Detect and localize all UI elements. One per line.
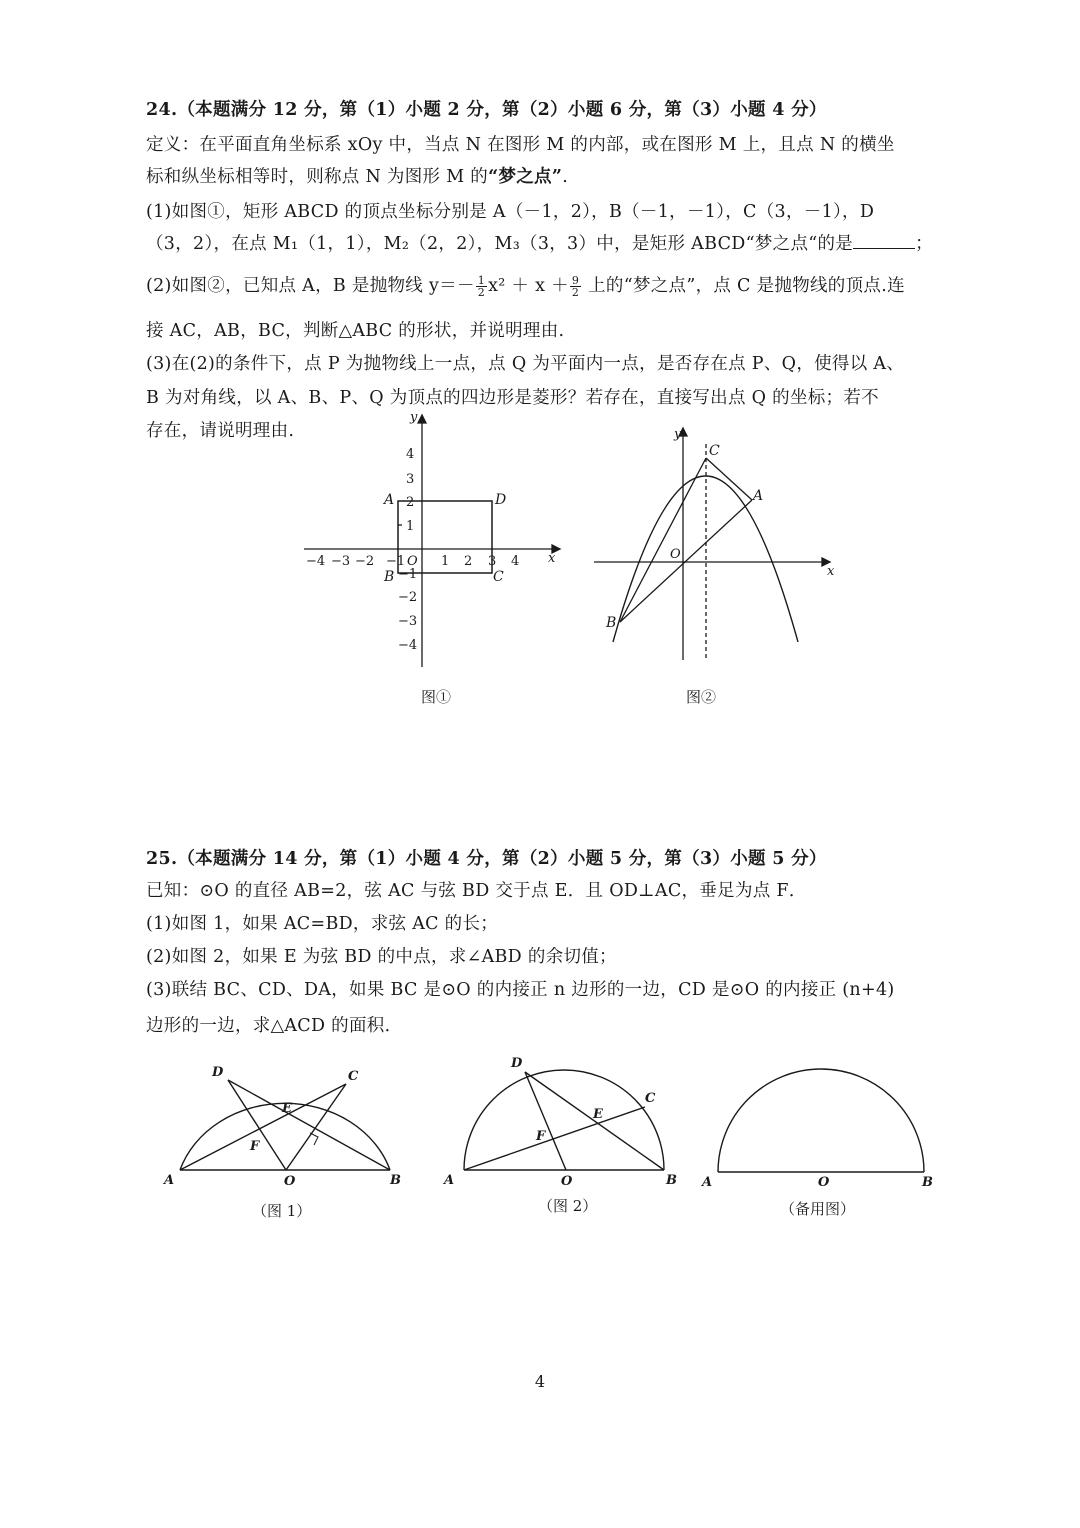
y-tick-label: 3 (406, 472, 415, 487)
y-tick-label: 4 (406, 447, 415, 462)
point-label-b: B (606, 615, 617, 631)
segment-bc (620, 458, 706, 622)
point-label-e: E (282, 1101, 292, 1116)
q25-figure2 (440, 1050, 690, 1190)
point-label-a: A (444, 1173, 455, 1188)
q24-definition-line2 (146, 163, 568, 188)
point-label-a: A (164, 1173, 175, 1188)
q24-part2-text-a: (2)如图②，已知点 A，B 是抛物线 y＝－ (146, 276, 475, 296)
x-tick-label: 1 (441, 554, 450, 569)
point-label-c: C (645, 1091, 656, 1106)
q24-header: 24.（本题满分 12 分，第（1）小题 2 分，第（2）小题 6 分，第（3）小题 4 分） (146, 100, 827, 120)
point-label-f: F (250, 1139, 260, 1154)
fraction-numerator: 1 (477, 274, 486, 287)
y-tick-label: 2 (406, 495, 415, 510)
fraction-nine-halves (570, 275, 581, 298)
point-label-b: B (922, 1175, 933, 1190)
q24-figure1 (300, 405, 570, 680)
fraction-numerator: 9 (571, 274, 580, 287)
x-tick-label: 3 (488, 554, 497, 569)
y-axis-label: y (410, 410, 418, 425)
vertex-label-a: A (384, 492, 395, 508)
chord-ac (180, 1084, 346, 1170)
q24-figure2-caption: 图② (686, 688, 717, 706)
q24-part1-text: （3，2），在点 M₁（1，1），M₂（2，2），M₃（3，3）中，是矩形 ABCD“梦之点“的是 (146, 234, 854, 254)
point-label-a: A (702, 1175, 713, 1190)
fraction-one-half (476, 275, 487, 298)
q24-dream-point-term: “梦之点” (488, 167, 563, 187)
point-label-o: O (561, 1174, 573, 1189)
q24-part2-text-b: x² ＋ x ＋ (488, 276, 569, 296)
q25-figure3-caption: （备用图） (780, 1200, 856, 1218)
point-label-d: D (212, 1065, 224, 1080)
answer-blank[interactable] (853, 234, 915, 249)
point-label-a: A (753, 488, 764, 504)
y-tick-label: 1 (406, 519, 415, 534)
x-tick-label: 4 (511, 554, 520, 569)
fraction-denominator: 2 (571, 286, 580, 299)
q24-part2-line1 (146, 272, 905, 298)
q24-part2-line2: 接 AC，AB，BC，判断△ABC 的形状，并说明理由. (146, 321, 565, 341)
q24-part3-line2: B 为对角线，以 A、B、P、Q 为顶点的四边形是菱形？若存在，直接写出点 Q 的坐标；若不 (146, 388, 879, 408)
point-label-c: C (709, 443, 720, 459)
q25-figure1-caption: （图 1） (252, 1202, 312, 1220)
page-number: 4 (534, 1372, 546, 1391)
q25-part3-line1: (3)联结 BC、CD、DA，如果 BC 是⊙O 的内接正 n 边形的一边，CD 是⊙O 的内接正 (n+4) (146, 980, 895, 1000)
q25-part3-line2: 边形的一边，求△ACD 的面积． (146, 1016, 403, 1036)
point-label-b: B (390, 1173, 401, 1188)
q25-figure2-caption: （图 2） (538, 1197, 598, 1215)
vertex-label-d: D (495, 492, 507, 508)
point-label-b: B (666, 1173, 677, 1188)
q25-figure1 (160, 1060, 410, 1195)
q25-part2: (2)如图 2，如果 E 为弦 BD 的中点，求∠ABD 的余切值； (146, 947, 617, 967)
chord-ac (464, 1107, 645, 1170)
x-tick-label: −3 (331, 554, 351, 569)
vertex-label-c: C (493, 569, 504, 585)
vertex-label-b: B (384, 569, 395, 585)
segment-ac (706, 458, 752, 500)
q25-header: 25.（本题满分 14 分，第（1）小题 4 分，第（2）小题 5 分，第（3）小题 5 分） (146, 849, 827, 869)
y-tick-label: −1 (398, 567, 418, 582)
chord-bd (228, 1080, 390, 1170)
x-axis-label: x (548, 551, 556, 566)
origin-label: O (670, 547, 681, 562)
q24-definition-line1: 定义：在平面直角坐标系 xOy 中，当点 N 在图形 M 的内部，或在图形 M 上，且点 N 的横坐 (146, 135, 895, 155)
q24-part2-text-c: 上的“梦之点”，点 C 是抛物线的顶点.连 (582, 276, 905, 296)
point-label-c: C (348, 1069, 359, 1084)
point-label-o: O (284, 1174, 296, 1189)
q25-figure3 (700, 1060, 945, 1190)
semicircle-arc (464, 1070, 664, 1170)
y-tick-label: −4 (398, 638, 418, 653)
q25-given: 已知：⊙O 的直径 AB=2，弦 AC 与弦 BD 交于点 E．且 OD⊥AC，垂足为点 F． (146, 881, 807, 901)
q24-figure1-caption: 图① (421, 688, 452, 706)
q24-figure2 (590, 420, 840, 665)
q24-part1-line1: (1)如图①，矩形 ABCD 的顶点坐标分别是 A（－1，2），B（－1，－1），C（3，－1），D (146, 202, 875, 222)
q24-definition-end: . (562, 167, 569, 187)
x-tick-label: 2 (464, 554, 473, 569)
q24-definition-text: 标和纵坐标相等时，则称点 N 为图形 M 的 (146, 167, 489, 187)
y-tick-label: −3 (398, 614, 418, 629)
q24-part3-line3: 存在，请说明理由. (146, 421, 295, 441)
x-tick-label: −4 (306, 554, 326, 569)
y-axis-label: y (674, 427, 682, 442)
segment-od (228, 1080, 286, 1170)
segment-oc (286, 1084, 346, 1170)
x-tick-label: −1 (386, 554, 406, 569)
semicircle-arc (718, 1069, 924, 1172)
point-label-o: O (818, 1175, 830, 1190)
q24-part3-line1: (3)在(2)的条件下，点 P 为抛物线上一点，点 Q 为平面内一点，是否存在点 P、Q，使得以 A、 (146, 354, 905, 374)
q24-part1-line2 (146, 230, 933, 255)
point-label-d: D (511, 1056, 523, 1071)
fraction-denominator: 2 (477, 286, 486, 299)
x-tick-label: −2 (355, 554, 375, 569)
point-label-f: F (536, 1129, 546, 1144)
point-label-e: E (593, 1107, 603, 1122)
origin-label: O (407, 554, 418, 569)
x-axis-label: x (827, 564, 835, 579)
q24-part1-end: ； (915, 234, 933, 254)
q25-part1: (1)如图 1，如果 AC=BD，求弦 AC 的长； (146, 914, 499, 934)
y-tick-label: −2 (398, 590, 418, 605)
